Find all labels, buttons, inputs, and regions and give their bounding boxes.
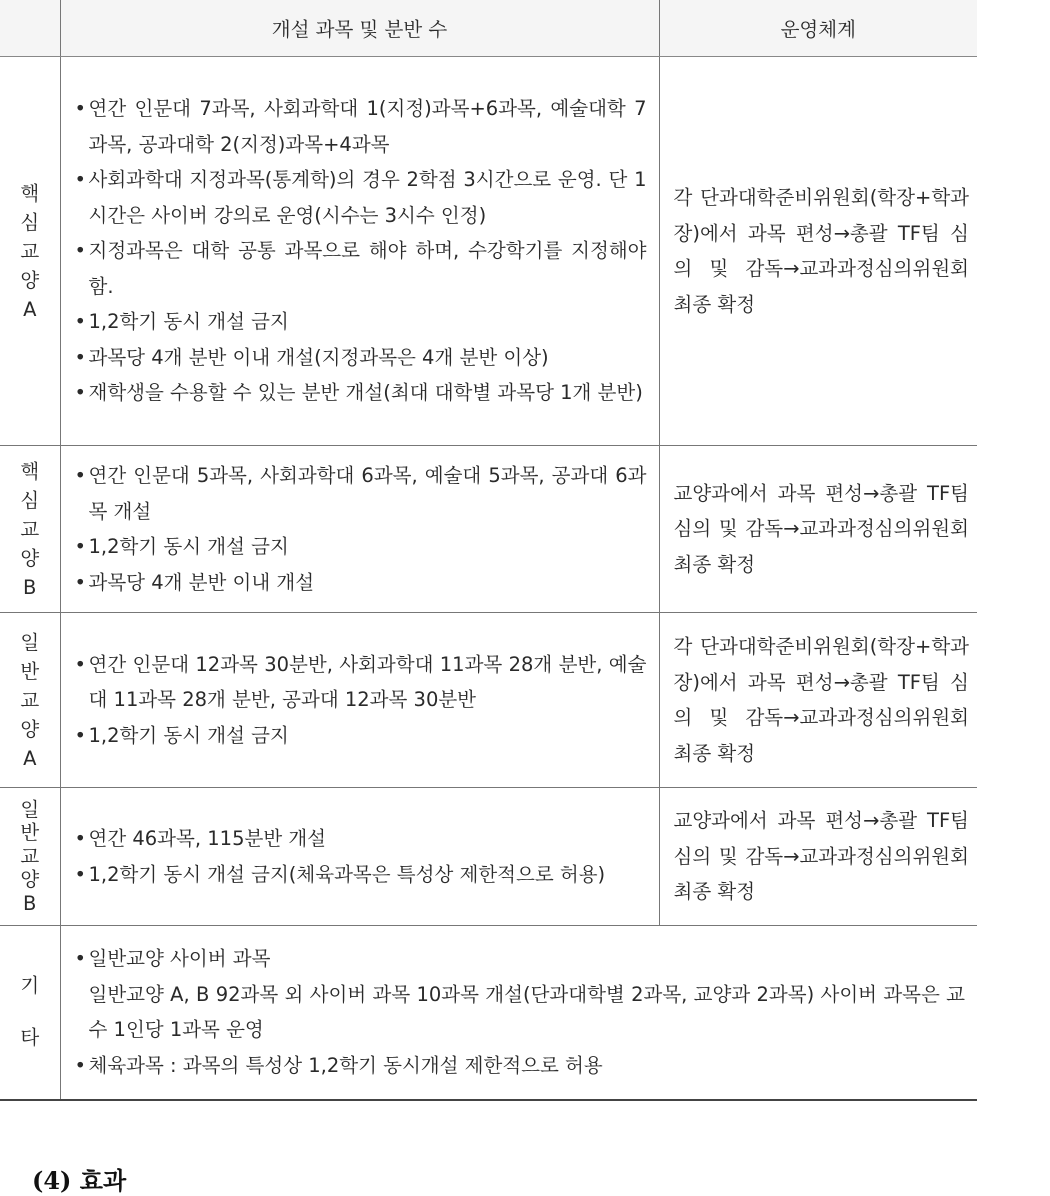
header-category [0,0,60,57]
category-label: 기 타 [20,974,40,1050]
content-cell [60,613,659,788]
operation-cell [659,57,977,446]
list-item: • 과목당 4개 분반 이내 개설(지정과목은 4개 분반 이상) [75,340,647,376]
category-label: 핵 심 교 양 A [20,181,40,321]
category-cell [0,446,60,613]
category-cell [0,613,60,788]
list-item: • 1,2학기 동시 개설 금지 [75,718,647,754]
bullet-list [75,91,647,411]
bullet-list [75,821,647,892]
bullet-list [75,458,647,600]
header-content: 개설 과목 및 분반 수 [60,0,659,57]
content-cell [60,926,977,1100]
list-item: • 과목당 4개 분반 이내 개설 [75,565,647,601]
list-item: • 재학생을 수용할 수 있는 분반 개설(최대 대학별 과목당 1개 분반) [75,375,647,411]
category-label: 핵 심 교 양 B [20,459,40,599]
list-item: • 1,2학기 동시 개설 금지(체육과목은 특성상 제한적으로 허용) [75,857,647,893]
operation-text: 각 단과대학준비위원회(학장+학과장)에서 과목 편성→총괄 TF팀 심의 및 감독→교과과정심의위원회 최종 확정 [673,635,969,765]
list-item: • 연간 46과목, 115분반 개설 [75,821,647,857]
bullet-list [75,941,966,1083]
bullet-list [75,647,647,754]
category-label: 일 반 교 양 B [20,797,40,915]
operation-cell [659,613,977,788]
list-item: • 연간 인문대 12과목 30분반, 사회과학대 11과목 28개 분반, 예술대 11과목 28개 분반, 공과대 12과목 30분반 [75,647,647,718]
content-cell [60,788,659,926]
list-item: • 연간 인문대 7과목, 사회과학대 1(지정)과목+6과목, 예술대학 7과목, 공과대학 2(지정)과목+4과목 [75,91,647,162]
table-row-general-a [0,613,977,788]
header-operation: 운영체계 [659,0,977,57]
content-cell [60,57,659,446]
content-cell [60,446,659,613]
operation-text: 교양과에서 과목 편성→총괄 TF팀 심의 및 감독→교과과정심의위원회 최종 확정 [673,809,969,904]
list-item: • 지정과목은 대학 공통 과목으로 해야 하며, 수강학기를 지정해야 함. [75,233,647,304]
table-row-core-a [0,57,977,446]
operation-text: 각 단과대학준비위원회(학장+학과장)에서 과목 편성→총괄 TF팀 심의 및 감독→교과과정심의위원회 최종 확정 [673,186,969,316]
list-item: 일반교양 A, B 92과목 외 사이버 과목 10과목 개설(단과대학별 2과목, 교양과 2과목) 사이버 과목은 교수 1인당 1과목 운영 [88,982,965,1042]
category-label: 일 반 교 양 A [20,630,40,770]
category-cell [0,57,60,446]
table-header-row [0,0,977,57]
list-item: • 사회과학대 지정과목(통계학)의 경우 2학점 3시간으로 운영. 단 1시간은 사이버 강의로 운영(시수는 3시수 인정) [75,162,647,233]
table-row-other [0,926,977,1100]
section-heading: (4) 효과 [32,1166,127,1195]
category-cell [0,788,60,926]
operation-text: 교양과에서 과목 편성→총괄 TF팀 심의 및 감독→교과과정심의위원회 최종 확정 [673,481,969,576]
list-item: • 체육과목 : 과목의 특성상 1,2학기 동시개설 제한적으로 허용 [75,1048,966,1084]
list-item: • 연간 인문대 5과목, 사회과학대 6과목, 예술대 5과목, 공과대 6과목 개설 [75,458,647,529]
table-row-core-b [0,446,977,613]
list-item: • 1,2학기 동시 개설 금지 [75,304,647,340]
list-item: • 일반교양 사이버 과목 [75,941,966,977]
operation-cell [659,788,977,926]
table-row-general-b [0,788,977,926]
category-cell [0,926,60,1100]
operation-cell [659,446,977,613]
list-item: • 1,2학기 동시 개설 금지 [75,529,647,565]
